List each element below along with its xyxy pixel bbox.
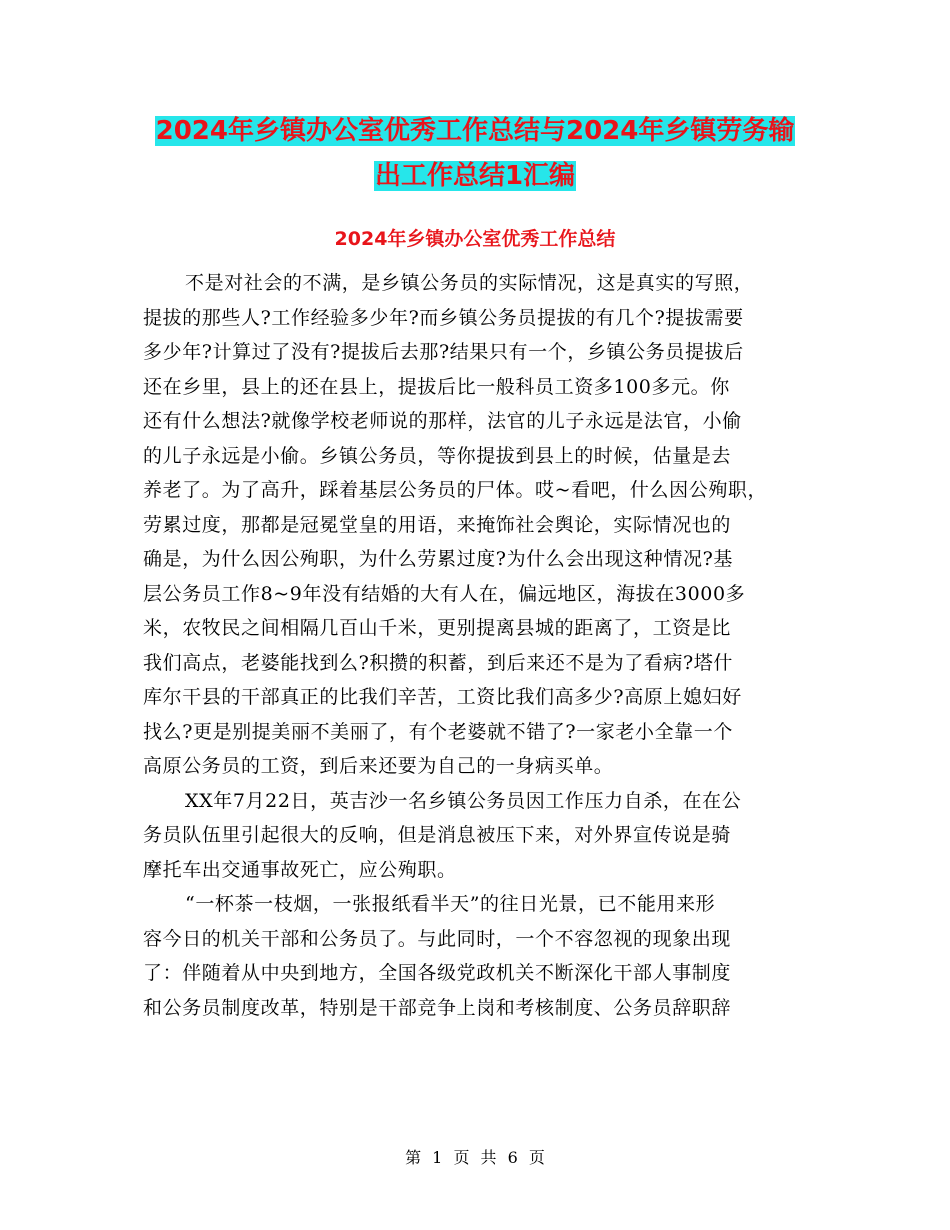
paragraph-line: 多少年?计算过了没有?提拔后去那?结果只有一个，乡镇公务员提拔后: [143, 341, 744, 363]
paragraph-line: 库尔干县的干部真正的比我们辛苦，工资比我们高多少?高原上媳妇好: [143, 686, 742, 708]
paragraph-line: 层公务员工作8~9年没有结婚的大有人在，偏远地区，海拔在3000多: [143, 582, 746, 605]
paragraph-line: 和公务员制度改革，特别是干部竞争上岗和考核制度、公务员辞职辞: [143, 996, 732, 1019]
paragraph-line: 容今日的机关干部和公务员了。与此同时，一个不容忽视的现象出现: [143, 927, 732, 950]
document-title-line-1: 2024年乡镇办公室优秀工作总结与2024年乡镇劳务输: [155, 116, 795, 146]
paragraph-line: 务员队伍里引起很大的反响，但是消息被压下来，对外界宣传说是骑: [143, 824, 732, 846]
paragraph-line: XX年7月22日，英吉沙一名乡镇公务员因工作压力自杀，在在公: [185, 789, 742, 812]
paragraph-line: 的儿子永远是小偷。乡镇公务员，等你提拔到县上的时候，估量是去: [143, 444, 732, 467]
paragraph-line: “一杯茶一枝烟，一张报纸看半天”的往日光景，已不能用来形: [185, 893, 716, 915]
paragraph-line: 找么?更是别提美丽不美丽了，有个老婆就不错了?一家老小全靠一个: [143, 720, 733, 743]
paragraph-line: 劳累过度，那都是冠冕堂皇的用语，来掩饰社会舆论，实际情况也的: [143, 513, 732, 536]
paragraph-line: 了：伴随着从中央到地方，全国各级党政机关不断深化干部人事制度: [143, 962, 732, 984]
paragraph-line: 不是对社会的不满，是乡镇公务员的实际情况，这是真实的写照，: [185, 272, 754, 294]
paragraph-line: 提拔的那些人?工作经验多少年?而乡镇公务员提拔的有几个?提拔需要: [143, 306, 744, 329]
paragraph-line: 养老了。为了高升，踩着基层公务员的尸体。哎~看吧，什么因公殉职，: [143, 479, 768, 501]
paragraph-line: 摩托车出交通事故死亡，应公殉职。: [143, 858, 457, 881]
page-footer: 第 1 页 共 6 页: [405, 1148, 545, 1167]
paragraph-line: 高原公务员的工资，到后来还要为自己的一身病买单。: [143, 755, 614, 777]
document-title-line-2: 出工作总结1汇编: [374, 161, 576, 191]
paragraph-line: 还有什么想法?就像学校老师说的那样，法官的儿子永远是法官，小偷: [143, 410, 742, 432]
paragraph-line: 米，农牧民之间相隔几百山千米，更别提离县城的距离了，工资是比: [143, 617, 732, 639]
paragraph-line: 确是，为什么因公殉职，为什么劳累过度?为什么会出现这种情况?基: [143, 548, 733, 570]
section-heading: 2024年乡镇办公室优秀工作总结: [334, 228, 616, 250]
paragraph-line: 我们高点，老婆能找到么?积攒的积蓄，到后来还不是为了看病?塔什: [143, 651, 733, 674]
paragraph-line: 还在乡里，县上的还在县上，提拔后比一般科员工资多100多元。你: [143, 375, 730, 398]
body-text: [143, 266, 815, 1025]
